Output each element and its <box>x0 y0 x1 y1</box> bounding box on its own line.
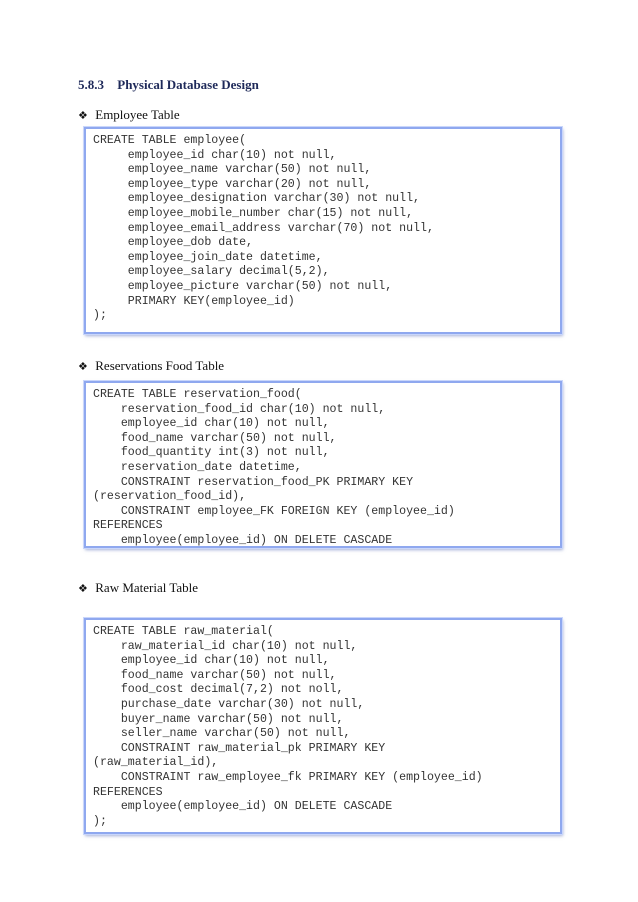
code-block-employee <box>84 127 562 334</box>
code-line: employee_mobile_number char(15) not null, <box>93 206 414 220</box>
code-line: employee_picture varchar(50) not null, <box>93 279 393 293</box>
code-line: CONSTRAINT raw_material_pk PRIMARY KEY <box>93 741 386 755</box>
bullet-label: Employee Table <box>95 107 180 122</box>
code-line: food_name varchar(50) not null, <box>93 668 337 682</box>
code-line: food_quantity int(3) not null, <box>93 446 330 460</box>
code-block-reservation-food <box>84 381 562 548</box>
code-line: employee_id char(10) not null, <box>93 148 337 162</box>
bullet-raw-material-table <box>78 580 198 596</box>
section-heading <box>78 77 259 93</box>
code-line: employee_designation varchar(30) not null, <box>93 192 420 206</box>
code-line: purchase_date varchar(30) not null, <box>93 697 365 711</box>
code-line: REFERENCES <box>93 785 163 799</box>
code-line: employee(employee_id) ON DELETE CASCADE <box>93 800 393 814</box>
code-line: ); <box>93 309 107 323</box>
code-line: CONSTRAINT reservation_food_PK PRIMARY KEY <box>93 475 414 489</box>
bullet-label: Reservations Food Table <box>95 358 225 373</box>
code-line: employee_id char(10) not null, <box>93 417 330 431</box>
code-line: food_name varchar(50) not null, <box>93 431 337 445</box>
code-line: raw_material_id char(10) not null, <box>93 639 358 653</box>
section-title: Physical Database Design <box>117 77 259 92</box>
code-line: employee_email_address varchar(70) not null, <box>93 221 434 235</box>
code-line: REFERENCES <box>93 519 163 533</box>
bullet-label: Raw Material Table <box>95 580 199 595</box>
code-line: employee_join_date datetime, <box>93 250 323 264</box>
diamond-bullet-icon: ❖ <box>78 110 88 122</box>
code-text <box>86 383 560 548</box>
code-line: employee_name varchar(50) not null, <box>93 163 372 177</box>
code-line: employee(employee_id) ON DELETE CASCADE <box>93 533 393 547</box>
code-line: CONSTRAINT employee_FK FOREIGN KEY (employee_id) <box>93 504 455 518</box>
code-line: CREATE TABLE raw_material( <box>93 625 274 638</box>
code-line: (raw_material_id), <box>93 756 219 770</box>
code-line: CREATE TABLE reservation_food( <box>93 388 302 401</box>
code-line: seller_name varchar(50) not null, <box>93 727 351 741</box>
bullet-employee-table <box>78 107 180 123</box>
code-line: reservation_food_id char(10) not null, <box>93 402 386 416</box>
code-line: ); <box>93 814 107 828</box>
code-line: employee_salary decimal(5,2), <box>93 265 330 279</box>
code-block-raw-material <box>84 618 562 834</box>
code-line: reservation_date datetime, <box>93 460 302 474</box>
code-line: PRIMARY KEY(employee_id) <box>93 294 295 308</box>
code-line: food_cost decimal(7,2) not noll, <box>93 683 344 697</box>
code-text <box>86 620 560 829</box>
code-line: CONSTRAINT raw_employee_fk PRIMARY KEY (employee_id) <box>93 770 483 784</box>
code-text <box>86 129 560 324</box>
code-line: buyer_name varchar(50) not null, <box>93 712 344 726</box>
code-line: employee_type varchar(20) not null, <box>93 177 372 191</box>
diamond-bullet-icon: ❖ <box>78 361 88 373</box>
code-line: employee_dob date, <box>93 236 254 250</box>
code-line: CREATE TABLE employee( <box>93 134 247 147</box>
bullet-reservations-food-table <box>78 358 224 374</box>
section-number: 5.8.3 <box>78 77 104 92</box>
code-line: employee_id char(10) not null, <box>93 654 330 668</box>
code-line: (reservation_food_id), <box>93 490 247 504</box>
diamond-bullet-icon: ❖ <box>78 583 88 595</box>
